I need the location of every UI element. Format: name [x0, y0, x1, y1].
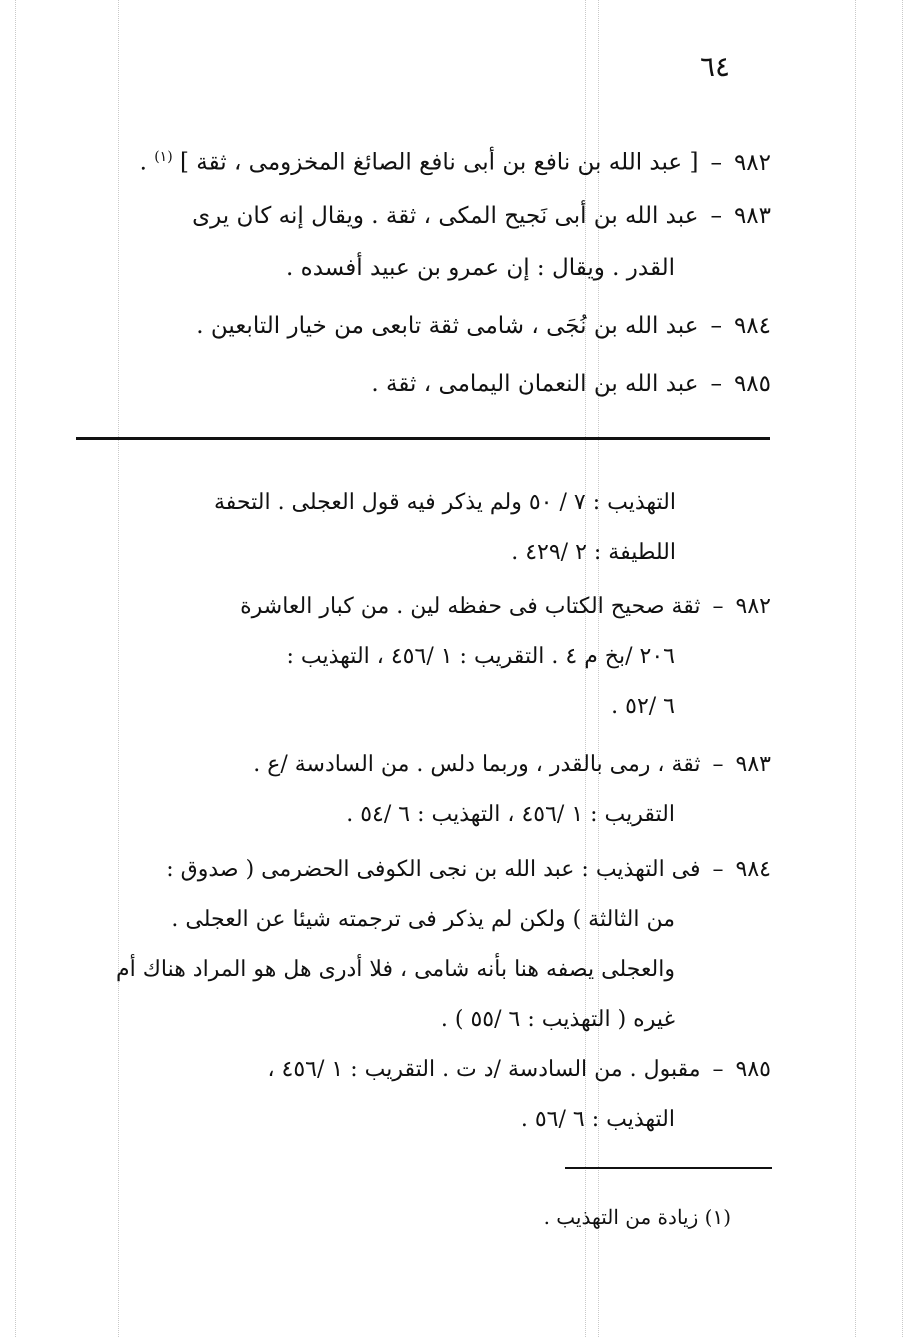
note-dash: –	[712, 594, 724, 619]
entry-number: ٩٨٣	[733, 203, 771, 229]
entry-end: .	[139, 149, 147, 176]
scan-guide-line	[15, 0, 16, 1337]
entry-text: عبد الله بن نُجَى ، شامى ثقة تابعى من خيار التابعين .	[196, 313, 699, 339]
note-line: ثقة ، رمى بالقدر ، وربما دلس . من السادسة /ع .	[253, 752, 701, 777]
note-number: ٩٨٤	[735, 857, 771, 882]
entry-number: ٩٨٥	[733, 371, 771, 397]
entry-dash: –	[710, 203, 722, 229]
note-line: من الثالثة ) ولكن لم يذكر فى ترجمته شيئا عن العجلى .	[171, 907, 675, 932]
footnote	[544, 1205, 731, 1229]
entry-dash: –	[710, 149, 722, 176]
note-dash: –	[712, 857, 724, 882]
note-line: فى التهذيب : عبد الله بن نجى الكوفى الحضرمى ( صدوق :	[166, 857, 701, 882]
note-number: ٩٨٥	[735, 1057, 771, 1082]
note-line: اللطيفة : ٢ /٤٢٩ .	[511, 540, 676, 565]
note-983	[81, 740, 771, 840]
scan-guide-line	[902, 0, 903, 1337]
entry-number: ٩٨٢	[733, 149, 771, 176]
note-985	[81, 1045, 771, 1145]
note-line: ٦ /٥٢ .	[611, 694, 675, 719]
entry-984	[81, 300, 771, 352]
footnote-marker: (١)	[704, 1205, 731, 1229]
note-line: التقريب : ١ /٤٥٦ ، التهذيب : ٦ /٥٤ .	[346, 802, 675, 827]
note-intro	[214, 478, 676, 578]
note-line: التهذيب : ٧ / ٥٠ ولم يذكر فيه قول العجلى . التحفة	[214, 490, 676, 515]
note-dash: –	[712, 752, 724, 777]
entry-982	[81, 131, 771, 189]
note-line: ثقة صحيح الكتاب فى حفظه لين . من كبار العاشرة	[240, 594, 701, 619]
entry-985	[81, 358, 771, 410]
note-number: ٩٨٣	[735, 752, 771, 777]
entry-number: ٩٨٤	[733, 313, 771, 339]
entry-dash: –	[710, 313, 722, 339]
note-line: والعجلى يصفه هنا بأنه شامى ، فلا أدرى هل هو المراد هناك أم	[116, 957, 675, 982]
note-line: التهذيب : ٦ /٥٦ .	[520, 1107, 675, 1132]
section-divider	[76, 437, 770, 440]
note-984	[81, 845, 771, 1045]
entry-text: [ عبد الله بن نافع بن أبى نافع الصائغ المخزومى ، ثقة ]	[179, 149, 699, 176]
entry-983	[81, 190, 771, 294]
note-line: ٢٠٦ /بخ م ٤ . التقريب : ١ /٤٥٦ ، التهذيب :	[286, 644, 675, 669]
scan-guide-line	[855, 0, 856, 1337]
footnote-text: زيادة من التهذيب .	[543, 1205, 699, 1229]
entry-dash: –	[710, 371, 722, 397]
note-line: غيره ( التهذيب : ٦ /٥٥ ) .	[440, 1007, 675, 1032]
note-number: ٩٨٢	[735, 594, 771, 619]
page-number: ٦٤	[700, 50, 731, 83]
note-982	[81, 582, 771, 732]
footnote-divider	[565, 1167, 772, 1169]
entry-text: عبد الله بن النعمان اليمامى ، ثقة .	[371, 371, 699, 397]
note-line: مقبول . من السادسة /د ت . التقريب : ١ /٤٥٦ ،	[267, 1057, 701, 1082]
entry-text-continued: القدر . ويقال : إن عمرو بن عبيد أفسده .	[286, 255, 675, 281]
footnote-reference: (١)	[154, 149, 173, 165]
note-dash: –	[712, 1057, 724, 1082]
entry-text: عبد الله بن أبى نَجيح المكى ، ثقة . ويقال إنه كان يرى	[192, 203, 699, 229]
